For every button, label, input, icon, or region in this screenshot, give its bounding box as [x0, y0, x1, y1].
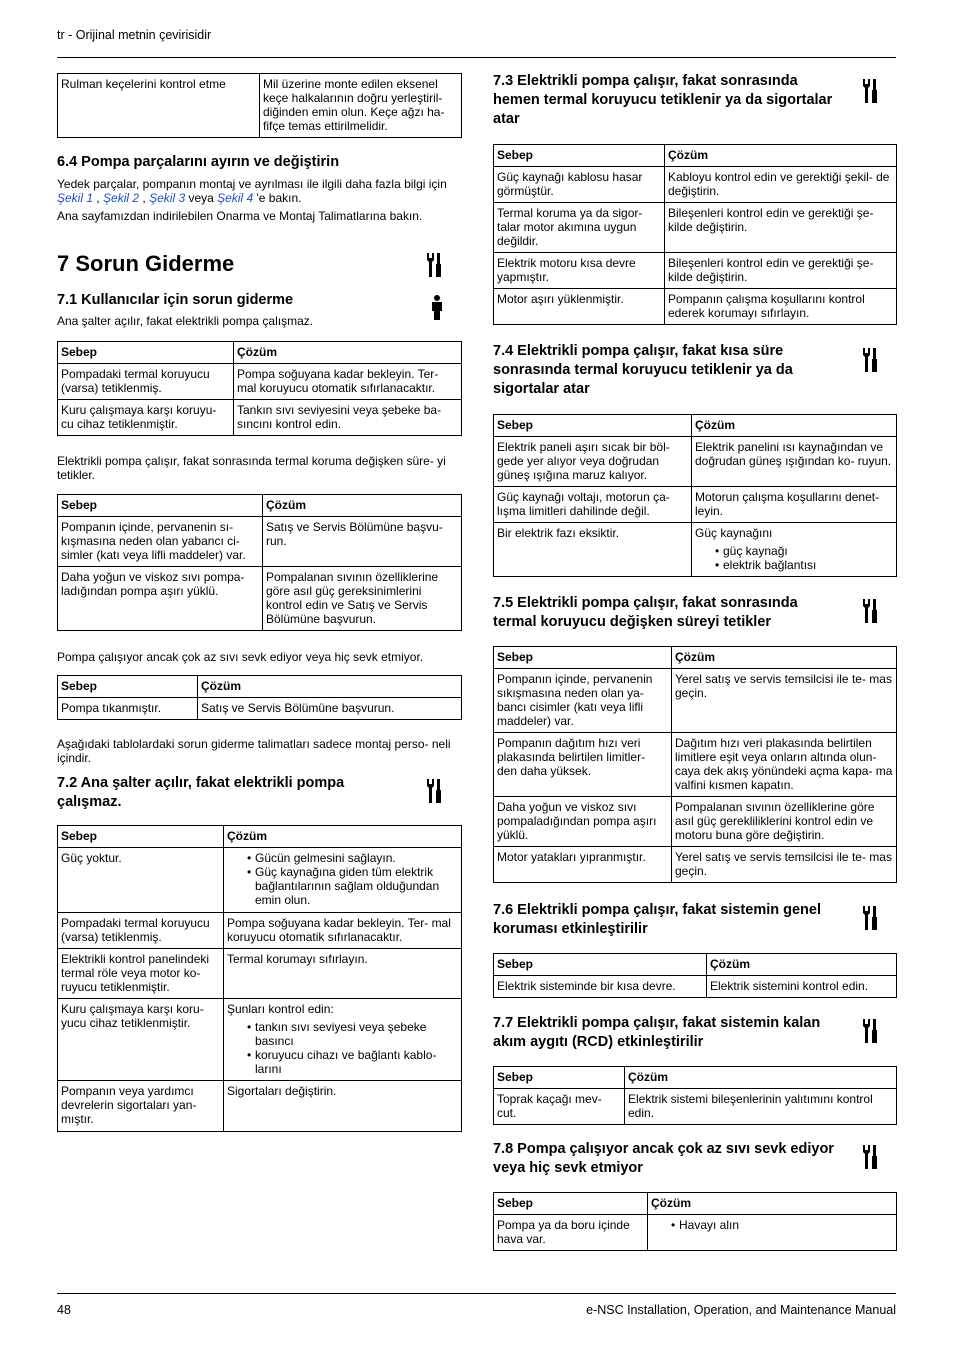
section-title-7-1: 7.1 Kullanıcılar için sorun giderme [57, 292, 294, 308]
cell-intro: Güç kaynağını [695, 526, 773, 540]
list-item: • Güç kaynağına giden tüm elektrik bağlantılarının sağlam olduğundan emin olun. [227, 865, 458, 907]
table-row [58, 567, 462, 631]
table-cell: Elektrik panelini ısı kaynağından ve doğrudan güneş ışığından ko- ruyun. [692, 437, 897, 487]
table-cell: Güç kaynağı voltajı, motorun ça- lışma limitleri dahilinde değil. [494, 487, 692, 523]
table-row [58, 999, 462, 1081]
column-header: Sebep [494, 415, 692, 437]
table-cell: Elektrik motoru kısa devre yapmıştır. [494, 253, 665, 289]
table-cell: Sigortaları değiştirin. [224, 1081, 462, 1132]
column-header: Çözüm [625, 1067, 897, 1089]
column-header: Çözüm [263, 495, 462, 517]
wrench-screwdriver-icon [860, 78, 878, 104]
column-header: Sebep [494, 954, 707, 976]
table-header-row [494, 145, 897, 167]
column-header: Çözüm [234, 342, 462, 364]
cell-intro: Şunları kontrol edin: [227, 1002, 334, 1016]
column-header: Sebep [494, 1067, 625, 1089]
bullet-list [695, 544, 893, 572]
wrench-screwdriver-icon [860, 1144, 878, 1170]
link-sekil-4[interactable]: Şekil 4 [217, 191, 254, 205]
table-cell: Pompa soğuyana kadar bekleyin. Ter- mal koruyucu otomatik sıfırlanacaktır. [234, 364, 462, 400]
table-row [494, 1089, 897, 1125]
column-header: Çözüm [707, 954, 897, 976]
table-row [58, 848, 462, 913]
column-header: Çözüm [224, 826, 462, 848]
table-header-row [58, 826, 462, 848]
column-header: Sebep [494, 1193, 648, 1215]
table-row [494, 976, 897, 998]
bullet-list [227, 1020, 458, 1076]
table-cell: Rulman keçelerini kontrol etme [58, 74, 260, 138]
s64-text-b: 'e bakın. [253, 191, 302, 205]
table-cell: Pompanın dağıtım hızı veri plakasında belirtilen limitler- den daha yüksek. [494, 733, 672, 797]
table-cell [692, 523, 897, 577]
table-cell: Bileşenleri kontrol edin ve gerektiği şe- kilde değiştirin. [665, 253, 897, 289]
table-header-row [494, 647, 897, 669]
table-cell: Kuru çalışmaya karşı koruyu- cu cihaz tetiklenmiştir. [58, 400, 234, 436]
bullet-list [651, 1218, 893, 1232]
table-row [58, 949, 462, 999]
table-row [58, 1081, 462, 1132]
table-cell: Bileşenleri kontrol edin ve gerektiği şe- kilde değiştirin. [665, 203, 897, 253]
column-header: Çözüm [648, 1193, 897, 1215]
table-header-row [58, 676, 462, 698]
table-cell: Dağıtım hızı veri plakasında belirtilen limitlere eşit veya onların altında olun- caya dek akış yönündeki açma kapa- ma valfini kısmen kapatın. [672, 733, 897, 797]
table-cell: Pompadaki termal koruyucu (varsa) tetiklenmiş. [58, 913, 224, 949]
page-footer [57, 1293, 896, 1317]
list-item: • tankın sıvı seviyesi veya şebeke basıncı [227, 1020, 458, 1048]
table-7-6 [493, 953, 897, 998]
table-cell [648, 1215, 897, 1251]
table-cell: Kuru çalışmaya karşı koru- yucu cihaz tetiklenmiştir. [58, 999, 224, 1081]
header-text: tr - Orijinal metnin çevirisidir [57, 28, 212, 42]
table-cell: Pompanın içinde, pervanenin sı- kışmasına neden olan yabancı ci- simler (katı veya lifli maddeler) var. [58, 517, 263, 567]
table-7-3 [493, 144, 897, 325]
bullet-list [227, 851, 458, 907]
table-cell: Elektrik paneli aşırı sıcak bir böl- gede yer alıyor veya doğrudan güneş ışığına maruz kalıyor. [494, 437, 692, 487]
table-row [58, 74, 462, 138]
table-cell: Satış ve Servis Bölümüne başvu- run. [263, 517, 462, 567]
table-cell: Yerel satış ve servis temsilcisi ile te- mas geçin. [672, 847, 897, 883]
s64-sep: , [139, 191, 150, 205]
table-row [494, 487, 897, 523]
table-7-8 [493, 1192, 897, 1251]
table-cell: Pompa ya da boru içinde hava var. [494, 1215, 648, 1251]
table-cell: Pompa soğuyana kadar bekleyin. Ter- mal koruyucu otomatik sıfırlanacaktır. [224, 913, 462, 949]
table-cell: Güç kaynağı kablosu hasar görmüştür. [494, 167, 665, 203]
list-item: • elektrik bağlantısı [695, 558, 893, 572]
table-cell: Elektrik sisteminde bir kısa devre. [494, 976, 707, 998]
table-cell: Tankın sıvı seviyesini veya şebeke ba- sıncını kontrol edin. [234, 400, 462, 436]
section-title-7-3: 7.3 Elektrikli pompa çalışır, fakat sonrasında hemen termal koruyucu tetiklenir ya da sigortalar atar [493, 73, 833, 127]
section-title-7-5: 7.5 Elektrikli pompa çalışır, fakat sonrasında termal koruyucu değişken süreyi tetikler [493, 595, 798, 630]
table-cell: Pompanın içinde, pervanenin sıkışmasına neden olan ya- bancı cisimler (katı veya lifli maddeler) var. [494, 669, 672, 733]
table-cell: Pompadaki termal koruyucu (varsa) tetiklenmiş. [58, 364, 234, 400]
table-cell: Daha yoğun ve viskoz sıvı pompaladığından pompa aşırı yüklü. [494, 797, 672, 847]
column-header: Sebep [58, 826, 224, 848]
wrench-screwdriver-icon [860, 905, 878, 931]
table-7-4 [493, 414, 897, 577]
table-row [494, 523, 897, 577]
table-cell: Pompa tıkanmıştır. [58, 698, 198, 720]
link-sekil-3[interactable]: Şekil 3 [149, 191, 186, 205]
table-7-1-c [57, 675, 462, 720]
table-header-row [494, 1067, 897, 1089]
link-sekil-2[interactable]: Şekil 2 [103, 191, 140, 205]
page-header [57, 28, 896, 58]
column-header: Çözüm [198, 676, 462, 698]
table-7-1-a [57, 341, 462, 436]
wrench-screwdriver-icon [424, 778, 442, 804]
table-cell [224, 848, 462, 913]
list-item: • koruyucu cihazı ve bağlantı kablo- larını [227, 1048, 458, 1076]
section-title-7-4: 7.4 Elektrikli pompa çalışır, fakat kısa süre sonrasında termal koruyucu tetiklenir ya da sigortalar atar [493, 343, 793, 397]
list-item: • Gücün gelmesini sağlayın. [227, 851, 458, 865]
section-title-7-8: 7.8 Pompa çalışıyor ancak çok az sıvı sevk ediyor veya hiç sevk etmiyor [493, 1141, 834, 1176]
s71-intro: Ana şalter açılır, fakat elektrikli pompa çalışmaz. [57, 314, 314, 328]
page-number: 48 [57, 1303, 71, 1317]
wrench-screwdriver-icon [860, 347, 878, 373]
table-7-5 [493, 646, 897, 883]
table-cell: Elektrikli kontrol panelindeki termal röle veya motor ko- ruyucu tetiklenmiştir. [58, 949, 224, 999]
list-item: • güç kaynağı [695, 544, 893, 558]
table-row [494, 847, 897, 883]
table-7-2 [57, 825, 462, 1132]
table-cell: Elektrik sistemini kontrol edin. [707, 976, 897, 998]
table-row [494, 253, 897, 289]
table-header-row [494, 954, 897, 976]
s64-paragraph [57, 177, 457, 205]
column-header: Sebep [58, 676, 198, 698]
s64-sep: veya [185, 191, 218, 205]
table-cell: Motorun çalışma koşullarını denet- leyin. [692, 487, 897, 523]
table-row [58, 698, 462, 720]
table-row [494, 669, 897, 733]
column-header: Sebep [58, 495, 263, 517]
table-cell: Mil üzerine monte edilen eksenel keçe halkalarının doğru yerleştiril- diğinden emin olun. Keçe ağzı ha- fifçe temas ettirilmelidir. [260, 74, 462, 138]
table-7-1-b [57, 494, 462, 631]
wrench-screwdriver-icon [424, 252, 442, 278]
section-title-7-7: 7.7 Elektrikli pompa çalışır, fakat sistemin kalan akım aygıtı (RCD) etkinleştirilir [493, 1015, 821, 1050]
table-cell: Pompanın veya yardımcı devrelerin sigortaları yan- mıştır. [58, 1081, 224, 1132]
top-table [57, 73, 462, 138]
footer-title: e-NSC Installation, Operation, and Maintenance Manual [586, 1303, 896, 1317]
table-cell: Bir elektrik fazı eksiktir. [494, 523, 692, 577]
table-cell [224, 999, 462, 1081]
table-cell: Pompanın çalışma koşullarını kontrol ederek korumayı sıfırlayın. [665, 289, 897, 325]
table-row [494, 1215, 897, 1251]
table-row [494, 203, 897, 253]
table-7-7 [493, 1066, 897, 1125]
link-sekil-1[interactable]: Şekil 1 [57, 191, 94, 205]
table-row [494, 797, 897, 847]
s64-sep: , [93, 191, 104, 205]
table-row [494, 437, 897, 487]
chapter-title: 7 Sorun Giderme [57, 251, 235, 276]
table-cell: Pompalanan sıvının özelliklerine göre asıl güç gerekliliklerini kontrol edin ve motoru buna göre değiştirin. [672, 797, 897, 847]
table-cell: Termal koruma ya da sigor- talar motor akımına uygun değildir. [494, 203, 665, 253]
wrench-screwdriver-icon [860, 598, 878, 624]
wrench-screwdriver-icon [860, 1018, 878, 1044]
table-cell: Satış ve Servis Bölümüne başvurun. [198, 698, 462, 720]
table-row [494, 167, 897, 203]
table-header-row [58, 342, 462, 364]
table-cell: Toprak kaçağı mev- cut. [494, 1089, 625, 1125]
section-title-7-6: 7.6 Elektrikli pompa çalışır, fakat sistemin genel koruması etkinleştirilir [493, 902, 822, 937]
table-cell: Motor yatakları yıpranmıştır. [494, 847, 672, 883]
s71-paragraph-2: Elektrikli pompa çalışır, fakat sonrasında termal koruma değişken süre- yi tetikler. [57, 454, 446, 482]
table-row [494, 289, 897, 325]
s64-paragraph-2: Ana sayfamızdan indirilebilen Onarma ve Montaj Talimatlarına bakın. [57, 209, 423, 223]
column-header: Çözüm [665, 145, 897, 167]
column-header: Çözüm [692, 415, 897, 437]
column-header: Sebep [494, 145, 665, 167]
list-item: • Havayı alın [651, 1218, 893, 1232]
section-title-7-2: 7.2 Ana şalter açılır, fakat elektrikli pompa çalışmaz. [57, 775, 345, 810]
table-cell: Pompalanan sıvının özelliklerine göre asıl güç gereksinimlerini kontrol edin ve Satış ve Servis Bölümüne başvurun. [263, 567, 462, 631]
table-cell: Yerel satış ve servis temsilcisi ile te- mas geçin. [672, 669, 897, 733]
table-cell: Elektrik sistemi bileşenlerinin yalıtımını kontrol edin. [625, 1089, 897, 1125]
table-row [494, 733, 897, 797]
table-header-row [494, 415, 897, 437]
table-row [58, 400, 462, 436]
table-cell: Motor aşırı yüklenmiştir. [494, 289, 665, 325]
table-row [58, 913, 462, 949]
section-title-6-4: 6.4 Pompa parçalarını ayırın ve değiştirin [57, 154, 340, 170]
table-cell: Kabloyu kontrol edin ve gerektiği şekil- de değiştirin. [665, 167, 897, 203]
s71-paragraph-3: Pompa çalışıyor ancak çok az sıvı sevk ediyor veya hiç sevk etmiyor. [57, 650, 424, 664]
table-cell: Daha yoğun ve viskoz sıvı pompa- ladığından pompa aşırı yüklü. [58, 567, 263, 631]
s71-paragraph-4: Aşağıdaki tablolardaki sorun giderme talimatları sadece montaj perso- neli içindir. [57, 737, 451, 765]
table-header-row [58, 495, 462, 517]
table-cell: Güç yoktur. [58, 848, 224, 913]
column-header: Sebep [58, 342, 234, 364]
table-row [58, 517, 462, 567]
s64-text-a: Yedek parçalar, pompanın montaj ve ayrılması ile ilgili daha fazla bilgi için [57, 177, 447, 191]
table-row [58, 364, 462, 400]
table-header-row [494, 1193, 897, 1215]
column-header: Sebep [494, 647, 672, 669]
table-cell: Termal korumayı sıfırlayın. [224, 949, 462, 999]
column-header: Çözüm [672, 647, 897, 669]
